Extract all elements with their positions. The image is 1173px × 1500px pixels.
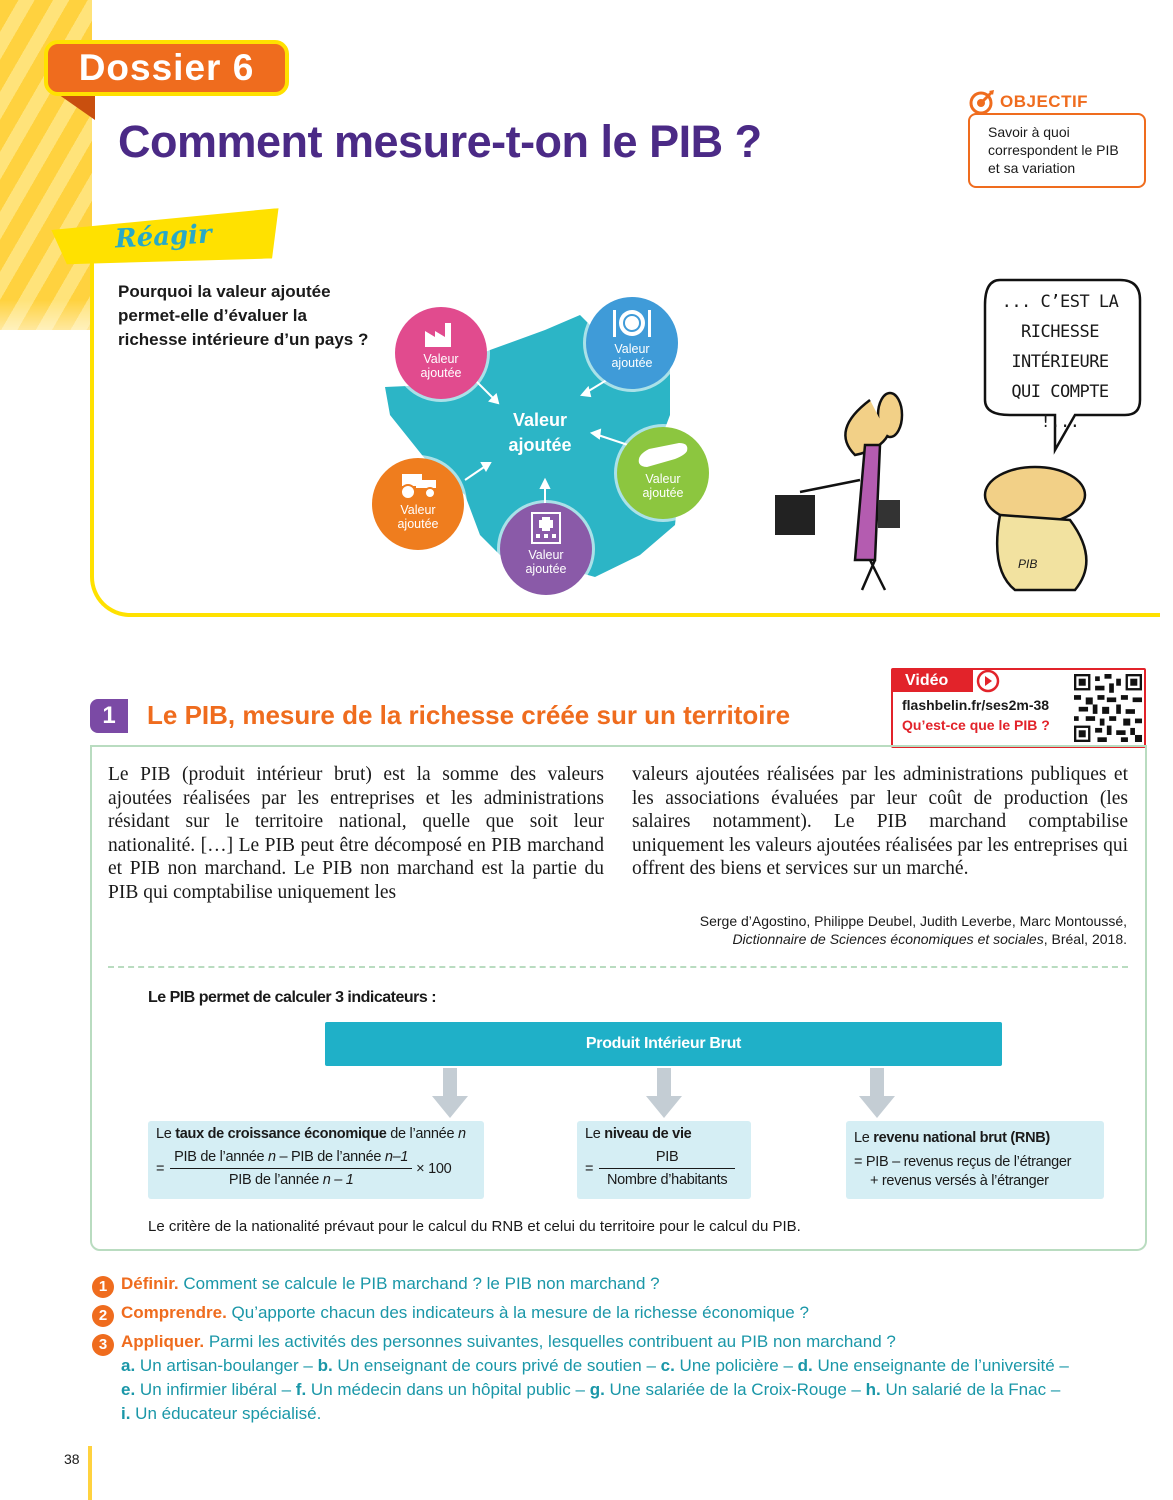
map-center-line2: ajoutée (508, 435, 572, 455)
question-number: 1 (92, 1276, 114, 1298)
question-text: Parmi les activités des personnes suivantes, lesquelles contribuent au PIB non marchand ? (204, 1332, 896, 1351)
option-letter: b. (317, 1356, 333, 1375)
gni-formula-line1: = PIB – revenus reçus de l’étranger (854, 1154, 1072, 1170)
option-letter: a. (121, 1356, 136, 1375)
reagir-question: Pourquoi la valeur ajoutée permet-elle d’évaluer la richesse intérieure d’un pays ? (118, 282, 369, 349)
option-text: Une enseignante de l’université – (812, 1356, 1069, 1375)
objectif-header (968, 88, 1088, 116)
video-question[interactable]: Qu’est-ce que le PIB ? (902, 717, 1050, 733)
pib-box: Produit Intérieur Brut (325, 1022, 1002, 1066)
map-center-line1: Valeur (512, 410, 568, 430)
value-added-circle-agriculture (372, 458, 464, 550)
bubble-line: INTÉRIEURE (1011, 352, 1109, 372)
page-title: Comment mesure-t-on le PIB ? (118, 116, 762, 167)
arrow-down-icon (430, 1068, 470, 1118)
growth-rate-formula: = $\frac{\text{PIB de l’année n – PIB de l’année n–1}}{\text{PIB de l’année n – 1}}$ × 100 (156, 1149, 452, 1188)
factory-icon (421, 319, 461, 349)
source-title: Dictionnaire de Sciences économiques et sociales (732, 931, 1044, 947)
option-letter: c. (660, 1356, 675, 1375)
section-title: Le PIB, mesure de la richesse créée sur un territoire (147, 700, 791, 730)
objectif-label: OBJECTIF (1000, 92, 1089, 111)
option-text: Une policière – (674, 1356, 798, 1375)
cartoon-shirt-label: PIB (1018, 557, 1038, 571)
value-added-circle-bakery (617, 427, 709, 519)
option-text: Un éducateur spécialisé. (130, 1404, 322, 1423)
bread-icon (635, 439, 691, 469)
question-text: Qu’apporte chacun des indicateurs à la mesure de la richesse économique ? (226, 1303, 809, 1322)
video-tag-label: Vidéo (905, 672, 949, 689)
circle-label-line2: ajoutée (642, 486, 684, 500)
bubble-line: RICHESSE (1021, 322, 1099, 342)
circle-label-line2: ajoutée (611, 356, 653, 370)
arrow-down-icon (857, 1068, 897, 1118)
page-number-bar (88, 1446, 92, 1500)
option-letter: h. (865, 1380, 881, 1399)
gni-formula-line2: + revenus versés à l’étranger (870, 1173, 1049, 1189)
circle-label-line1: Valeur (400, 503, 436, 517)
value-added-circle-industry (395, 307, 487, 399)
circle-label-line1: Valeur (423, 352, 459, 366)
question-number: 2 (92, 1305, 114, 1327)
indicator-box-living-standard (577, 1121, 751, 1199)
dashed-separator (108, 966, 1128, 968)
reagir-label: Réagir (114, 219, 213, 255)
circle-label-line2: ajoutée (525, 562, 567, 576)
page-number: 38 (64, 1451, 80, 1467)
question-lead: Comprendre. (121, 1303, 227, 1322)
question-3-options (121, 1354, 1161, 1426)
indicator-box-gni (846, 1121, 1104, 1199)
objectif-box: Savoir à quoi correspondent le PIB et sa variation (968, 113, 1146, 188)
indicator-box-growth-rate (148, 1121, 484, 1199)
briefcase-icon (775, 495, 815, 535)
hospital-icon (528, 511, 564, 545)
bubble-line: ... C’EST LA (1001, 292, 1119, 312)
option-letter: d. (797, 1356, 813, 1375)
dossier-badge: Dossier 6 (44, 40, 289, 96)
bubble-line: QUI COMPTE !... (1011, 382, 1109, 432)
living-standard-formula: = $\frac{\text{PIB}}{\text{Nombre d’habitants}}$ (585, 1149, 735, 1188)
question-number: 3 (92, 1334, 114, 1356)
circle-label-line1: Valeur (645, 472, 681, 486)
target-icon (968, 88, 996, 116)
gni-label: Le revenu national brut (RNB) (854, 1130, 1050, 1146)
indicators-title: Le PIB permet de calculer 3 indicateurs : (148, 989, 437, 1006)
decorative-stripe-fade (0, 300, 92, 360)
video-tag (893, 670, 973, 692)
option-letter: g. (589, 1380, 605, 1399)
circle-label-line2: ajoutée (420, 366, 462, 380)
value-added-circle-hospital (500, 503, 592, 595)
value-added-circle-restaurant (586, 297, 678, 389)
circle-label-line1: Valeur (528, 548, 564, 562)
section-number: 1 (90, 699, 128, 733)
cartoon-man (800, 393, 902, 590)
map-center-label (490, 408, 590, 458)
option-text: Un médecin dans un hôpital public – (306, 1380, 590, 1399)
question-lead: Définir. (121, 1274, 179, 1293)
tractor-icon (394, 468, 442, 500)
option-letter: i. (121, 1404, 131, 1423)
option-text: Un infirmier libéral – (135, 1380, 296, 1399)
source-authors: Serge d’Agostino, Philippe Deubel, Judith Leverbe, Marc Montoussé, (699, 913, 1127, 929)
source-publisher: , Bréal, 2018. (1043, 931, 1127, 947)
option-text: Un enseignant de cours privé de soutien – (332, 1356, 661, 1375)
question-lead: Appliquer. (121, 1332, 205, 1351)
document-text-column-1: Le PIB (produit intérieur brut) est la somme des valeurs ajoutées réalisées par les entreprises et les administrations résidant sur le territoire national, quelle que soit leur nationalité. […] Le PIB peut être décomposé en PIB marchand et PIB non marchand. Le PIB non marchand est la partie du PIB qui comptabilise uniquement les (108, 764, 604, 903)
document-text-column-2: valeurs ajoutées réalisées par les administrations publiques et les associations évaluées par leur coût de production (les salaires notamment). Le PIB marchand comptabilise uniquement les valeurs ajoutées réalisées par les entreprises qui offrent des biens et services sur un marché. (632, 764, 1128, 879)
play-icon[interactable] (975, 669, 1001, 693)
option-text: Une salariée de la Croix-Rouge – (604, 1380, 866, 1399)
option-text: Un salarié de la Fnac – (880, 1380, 1061, 1399)
plate-cutlery-icon (608, 307, 656, 339)
option-letter: f. (295, 1380, 307, 1399)
video-url[interactable]: flashbelin.fr/ses2m-38 (902, 697, 1050, 713)
speech-bubble-text (990, 287, 1130, 437)
circle-label-line2: ajoutée (397, 517, 439, 531)
question-2 (92, 1301, 809, 1327)
cartoon-small-man (985, 467, 1086, 590)
circle-label-line1: Valeur (614, 342, 650, 356)
option-text: Un artisan-boulanger – (135, 1356, 318, 1375)
criterion-note: Le critère de la nationalité prévaut pour le calcul du RNB et celui du territoire pour le calcul du PIB. (148, 1218, 801, 1235)
qr-code-icon[interactable] (1074, 674, 1142, 742)
question-1 (92, 1272, 660, 1298)
document-source (700, 912, 1127, 948)
option-letter: e. (121, 1380, 136, 1399)
living-standard-label: Le niveau de vie (585, 1126, 692, 1142)
question-text: Comment se calcule le PIB marchand ? le PIB non marchand ? (178, 1274, 660, 1293)
growth-rate-label: Le taux de croissance économique de l’année n (156, 1126, 466, 1142)
arrow-down-icon (644, 1068, 684, 1118)
question-3 (92, 1330, 896, 1356)
